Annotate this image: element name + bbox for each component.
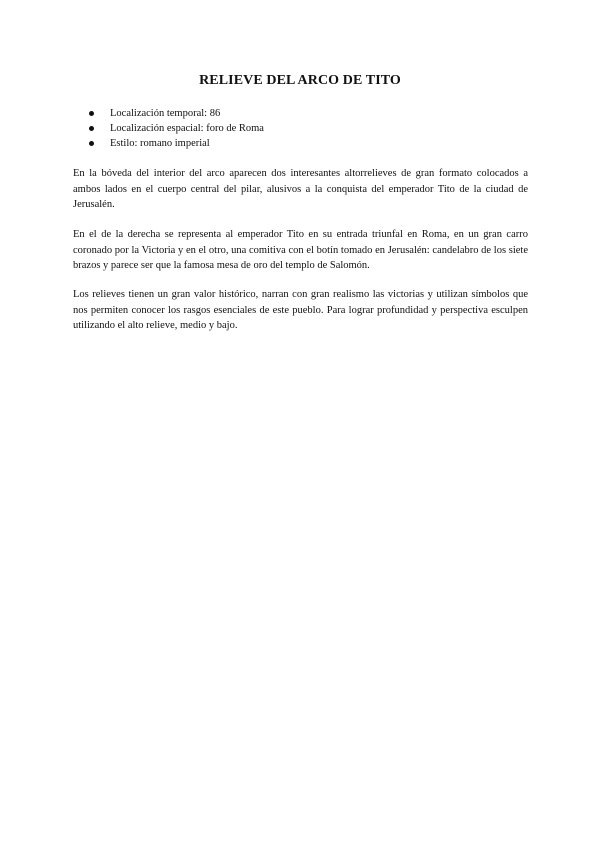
bullet-icon (89, 126, 94, 131)
bullet-icon (89, 141, 94, 146)
list-item (89, 136, 264, 151)
bullet-text-style: Estilo: romano imperial (110, 138, 210, 149)
paragraph-vault-reliefs: En la bóveda del interior del arco aparecen dos interesantes altorrelieves de gran formato colocados a ambos lados en el cuerpo central del pilar, alusivos a la conquista del emperador Tito de la ciudad de Jerusalén. (73, 168, 528, 210)
bullet-text-spatial: Localización espacial: foro de Roma (110, 123, 264, 134)
list-item (89, 121, 264, 136)
paragraph-historical-value: Los relieves tienen un gran valor histórico, narran con gran realismo las victorias y utilizan símbolos que nos permiten conocer los rasgos esenciales de este pueblo. Para lograr profundidad y perspectiva esculpen utilizando el alto relieve, medio y bajo. (73, 289, 528, 331)
bullet-text-temporal: Localización temporal: 86 (110, 108, 221, 119)
paragraph-triumph-scene: En el de la derecha se representa al emperador Tito en su entrada triunfal en Roma, en un gran carro coronado por la Victoria y en el otro, una comitiva con el botín tomado en Jerusalén: candelabro de los siete brazos y parece ser que la famosa mesa de oro del templo de Salomón. (73, 229, 528, 271)
document-title: RELIEVE DEL ARCO DE TITO (199, 73, 401, 88)
bullet-icon (89, 111, 94, 116)
info-bullet-list (89, 106, 264, 151)
list-item (89, 106, 264, 121)
